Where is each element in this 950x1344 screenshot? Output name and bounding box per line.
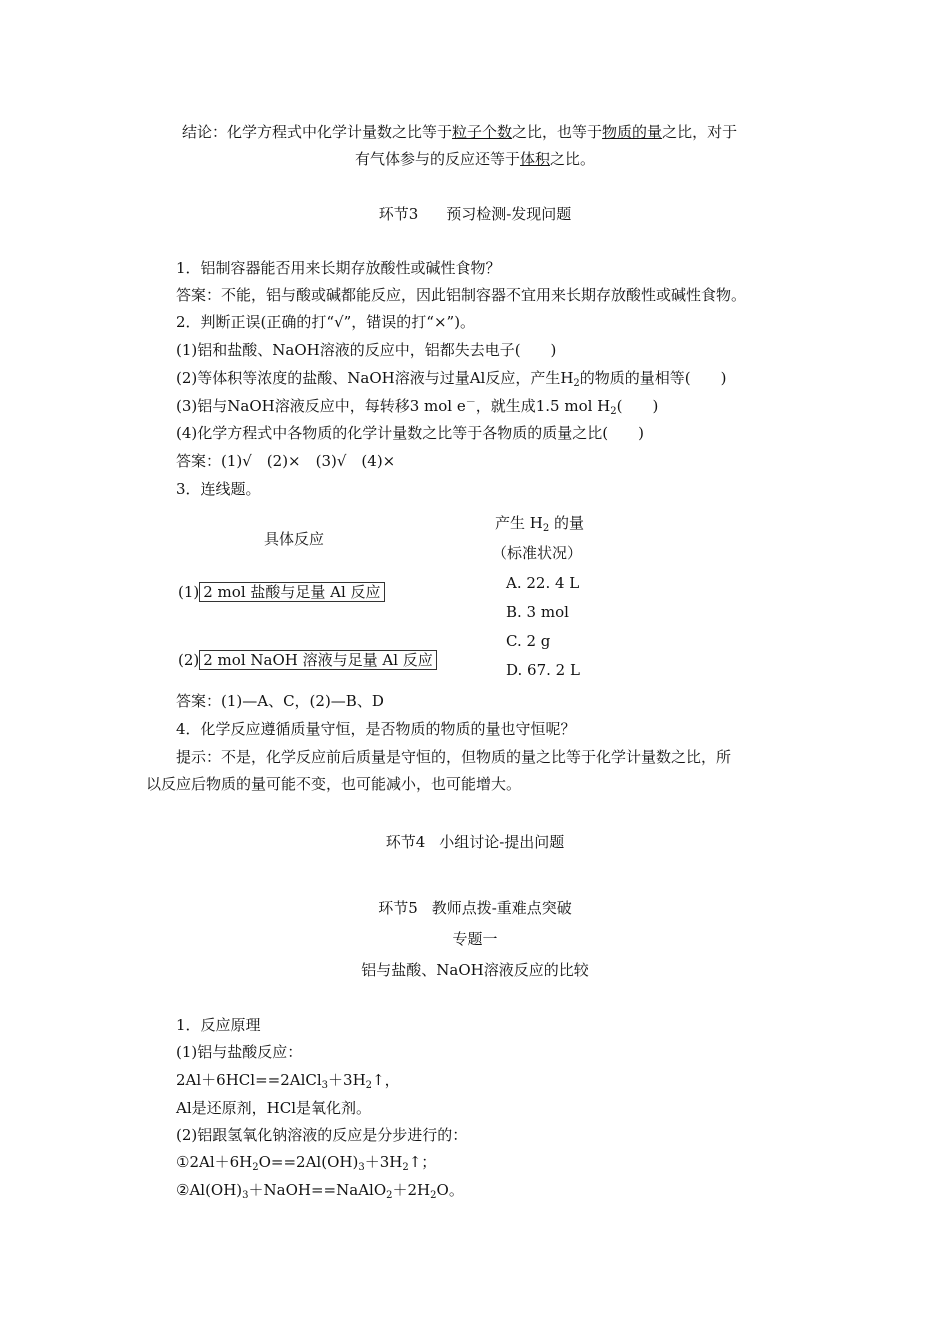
matching-left-header: 具体反应 — [264, 530, 325, 548]
section-heading-5 — [0, 898, 950, 918]
answer-1: 答案：不能，铝与酸或碱都能反应，因此铝制容器不宜用来长期存放酸性或碱性食物。 — [176, 286, 747, 304]
underlined-term: 物质的量 — [602, 123, 663, 141]
underlined-term: 体积 — [519, 150, 550, 168]
matching-left-item-1 — [178, 582, 385, 602]
question-1: 1．铝制容器能否用来长期存放酸性或碱性食物？ — [176, 259, 501, 277]
item-number: (2) — [178, 651, 200, 669]
section-heading-3 — [0, 204, 950, 224]
q2-item-2: (2)等体积等浓度的盐酸、NaOH溶液与过量Al反应，产生$H_2$的物质的量相等( ) — [176, 369, 727, 389]
equation-1: $2Al+6HCl==2AlCl_3+3H_2↑$， — [176, 1071, 400, 1091]
principle-note-1: Al是还原剂，HCl是氧化剂。 — [176, 1099, 371, 1117]
section-title: 小组讨论-提出问题 — [439, 833, 565, 851]
item-number: (1) — [178, 583, 200, 601]
section-number: 环节3 — [378, 205, 419, 223]
underlined-term: 粒子个数 — [452, 123, 513, 141]
section-number: 环节4 — [385, 833, 426, 851]
matching-right-header: 产生 $H_2$ 的量 — [495, 514, 585, 534]
topic-title: 铝与盐酸、NaOH溶液反应的比较 — [361, 961, 589, 979]
section-title: 教师点拨-重难点突破 — [431, 899, 572, 917]
conclusion-text: 结论：化学方程式中化学计量数之比等于 — [182, 123, 453, 141]
question-2: 2．判断正误(正确的打“√”，错误的打“×”)。 — [176, 313, 476, 331]
equation-2: $①2Al+6H_2O==2Al(OH)_3+3H_2↑$； — [176, 1153, 437, 1173]
principle-heading: 1．反应原理 — [176, 1016, 261, 1034]
topic-label: 专题一 — [452, 930, 498, 948]
matching-right-item-c: C. 2 g — [506, 632, 551, 650]
matching-right-item-b: B. 3 mol — [506, 603, 569, 621]
reaction-box: 2 mol NaOH 溶液与足量 Al 反应 — [199, 650, 437, 670]
hint-line-2: 以反应后物质的量可能不变，也可能减小，也可能增大。 — [146, 775, 522, 793]
principle-sub-2: (2)铝跟氢氧化钠溶液的反应是分步进行的： — [176, 1126, 468, 1144]
conclusion-line-1 — [182, 122, 737, 142]
answer-2: 答案：(1)√ (2)× (3)√ (4)× — [176, 452, 396, 470]
q2-item-1: (1)铝和盐酸、NaOH溶液的反应中，铝都失去电子( ) — [176, 341, 557, 359]
principle-sub-1: (1)铝与盐酸反应： — [176, 1043, 303, 1061]
conclusion-text: 之比。 — [550, 150, 596, 168]
conclusion-text: 之比，也等于 — [512, 123, 603, 141]
equation-3: $②Al(OH)_3+NaOH==NaAlO_2+2H_2O$。 — [176, 1181, 464, 1201]
conclusion-text: 之比，对于 — [662, 123, 738, 141]
matching-right-item-a: A. 22. 4 L — [506, 574, 580, 592]
question-4: 4．化学反应遵循质量守恒，是否物质的物质的量也守恒呢？ — [176, 720, 576, 738]
conclusion-text: 有气体参与的反应还等于 — [354, 150, 520, 168]
section-title: 预习检测-发现问题 — [446, 205, 572, 223]
section-heading-4 — [0, 832, 950, 852]
matching-right-item-d: D. 67. 2 L — [506, 661, 580, 679]
section-number: 环节5 — [378, 899, 418, 917]
answer-3: 答案：(1)—A、C，(2)—B、D — [176, 692, 384, 710]
conclusion-line-2 — [0, 149, 950, 169]
reaction-box: 2 mol 盐酸与足量 Al 反应 — [199, 582, 384, 602]
q2-item-3: (3)铝与NaOH溶液反应中，每转移3 mol e－，就生成1.5 mol $H_2$( ) — [176, 397, 659, 417]
hint-line-1: 提示：不是，化学反应前后质量是守恒的，但物质的量之比等于化学计量数之比，所 — [176, 748, 732, 766]
question-3: 3．连线题。 — [176, 480, 261, 498]
matching-right-subheader: （标准状况） — [492, 544, 583, 562]
q2-item-4: (4)化学方程式中各物质的化学计量数之比等于各物质的质量之比( ) — [176, 424, 644, 442]
matching-left-item-2 — [178, 650, 437, 670]
